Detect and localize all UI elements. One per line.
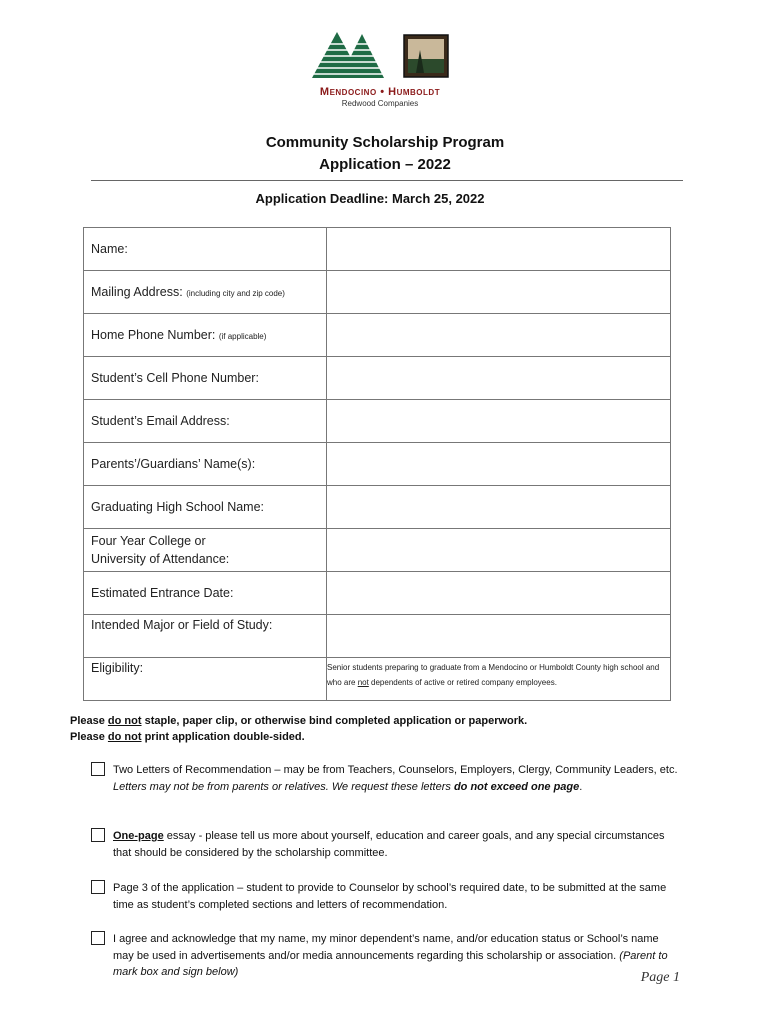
- field-label-text: University of Attendance:: [91, 552, 230, 566]
- home-phone-field[interactable]: [327, 314, 671, 357]
- checklist-item-consent: [91, 931, 681, 981]
- form-row: [84, 443, 671, 486]
- field-label: [84, 357, 327, 400]
- checklist-text: Page 3 of the application – student to provide to Counselor by school’s required date, to be submitted at the same time as student’s completed sections and letters of recommendation.: [113, 882, 667, 911]
- checklist-text: Two Letters of Recommendation – may be from Teachers, Counselors, Employers, Clergy, Community Leaders, etc.: [113, 764, 678, 776]
- notice-text: print application double-sided.: [141, 731, 305, 743]
- entrance-date-field[interactable]: [327, 572, 671, 615]
- field-label: [84, 228, 327, 271]
- field-label: [84, 658, 327, 701]
- field-label: [84, 400, 327, 443]
- form-row: [84, 271, 671, 314]
- notice-staple: [70, 715, 710, 727]
- title-divider: [91, 180, 683, 181]
- form-row: [84, 615, 671, 658]
- notice-double-sided: [70, 731, 710, 743]
- field-label: [84, 443, 327, 486]
- field-note: (if applicable): [218, 332, 267, 341]
- field-label-text: Student’s Cell Phone Number:: [91, 371, 259, 385]
- notice-text: Please: [70, 715, 108, 727]
- checklist-text: essay - please tell us more about yourself, education and career goals, and any special circumstances that should be considered by the scholarship committee.: [113, 830, 665, 859]
- notice-emphasis: do not: [107, 731, 142, 743]
- field-label: [84, 314, 327, 357]
- field-label-text: Four Year College or: [91, 534, 206, 548]
- application-form: [83, 227, 671, 701]
- form-row: [84, 658, 671, 701]
- name-field[interactable]: [327, 228, 671, 271]
- notice-text: staple, paper clip, or otherwise bind completed application or paperwork.: [141, 715, 528, 727]
- mailing-address-field[interactable]: [327, 271, 671, 314]
- form-row: [84, 357, 671, 400]
- checklist-italic: Letters may not be from parents or relatives. We request these letters: [113, 780, 454, 793]
- eligibility-text: [327, 658, 671, 701]
- field-label-text: Intended Major or Field of Study:: [91, 618, 273, 632]
- form-row: [84, 314, 671, 357]
- field-label: [84, 529, 327, 572]
- field-label-text: Graduating High School Name:: [91, 500, 265, 514]
- field-label-text: Student’s Email Address:: [91, 414, 230, 428]
- checklist-text: I agree and acknowledge that my name, my minor dependent’s name, and/or education status or School’s name may be used in advertisements and/or media announcements regarding this scholarship or association.: [113, 933, 659, 962]
- form-row: [84, 400, 671, 443]
- cell-phone-field[interactable]: [327, 357, 671, 400]
- page-title: Community Scholarship Program: [265, 134, 505, 151]
- checklist-emphasis: One-page: [113, 830, 164, 842]
- checklist-text: .: [579, 780, 583, 793]
- checklist-item-page3: [91, 880, 681, 913]
- field-label-text: Mailing Address:: [91, 285, 187, 299]
- field-label: [84, 615, 327, 658]
- checklist-italic: (Parent to mark box and sign below): [113, 949, 668, 978]
- field-label: [84, 486, 327, 529]
- form-row: [84, 486, 671, 529]
- form-row: [84, 572, 671, 615]
- guardians-name-field[interactable]: [327, 443, 671, 486]
- field-label: [84, 572, 327, 615]
- high-school-field[interactable]: [327, 486, 671, 529]
- field-label-text: Name:: [91, 242, 128, 256]
- eligibility-label: Eligibility:: [91, 661, 144, 675]
- field-label-text: Home Phone Number:: [91, 328, 219, 342]
- page3-checkbox[interactable]: [91, 880, 105, 894]
- application-deadline: Application Deadline: March 25, 2022: [255, 191, 485, 206]
- checklist-item-letters: [91, 762, 681, 795]
- eligibility-text-a: Senior students preparing to graduate from a Mendocino or Humboldt County high school and who are: [327, 663, 660, 687]
- field-label-text: Parents’/Guardians’ Name(s):: [91, 457, 256, 471]
- essay-checkbox[interactable]: [91, 828, 105, 842]
- company-subtitle: Redwood Companies: [341, 99, 419, 108]
- notice-text: Please: [70, 731, 108, 743]
- checklist-bold-italic: do not exceed one page: [453, 780, 580, 793]
- form-row: [84, 529, 671, 572]
- email-field[interactable]: [327, 400, 671, 443]
- eligibility-not: not: [357, 678, 369, 687]
- major-field[interactable]: [327, 615, 671, 658]
- letters-checkbox[interactable]: [91, 762, 105, 776]
- checklist-item-essay: [91, 828, 681, 861]
- page-subtitle: Application – 2022: [319, 156, 451, 173]
- notice-emphasis: do not: [107, 715, 142, 727]
- eligibility-text-b: dependents of active or retired company employees.: [368, 678, 557, 687]
- field-label: [84, 271, 327, 314]
- field-label-text: Estimated Entrance Date:: [91, 586, 234, 600]
- consent-checkbox[interactable]: [91, 931, 105, 945]
- field-note: (including city and zip code): [186, 289, 285, 298]
- company-name: Mendocino • Humboldt: [319, 86, 441, 98]
- college-field[interactable]: [327, 529, 671, 572]
- page-number: Page 1: [640, 970, 680, 985]
- form-row: [84, 228, 671, 271]
